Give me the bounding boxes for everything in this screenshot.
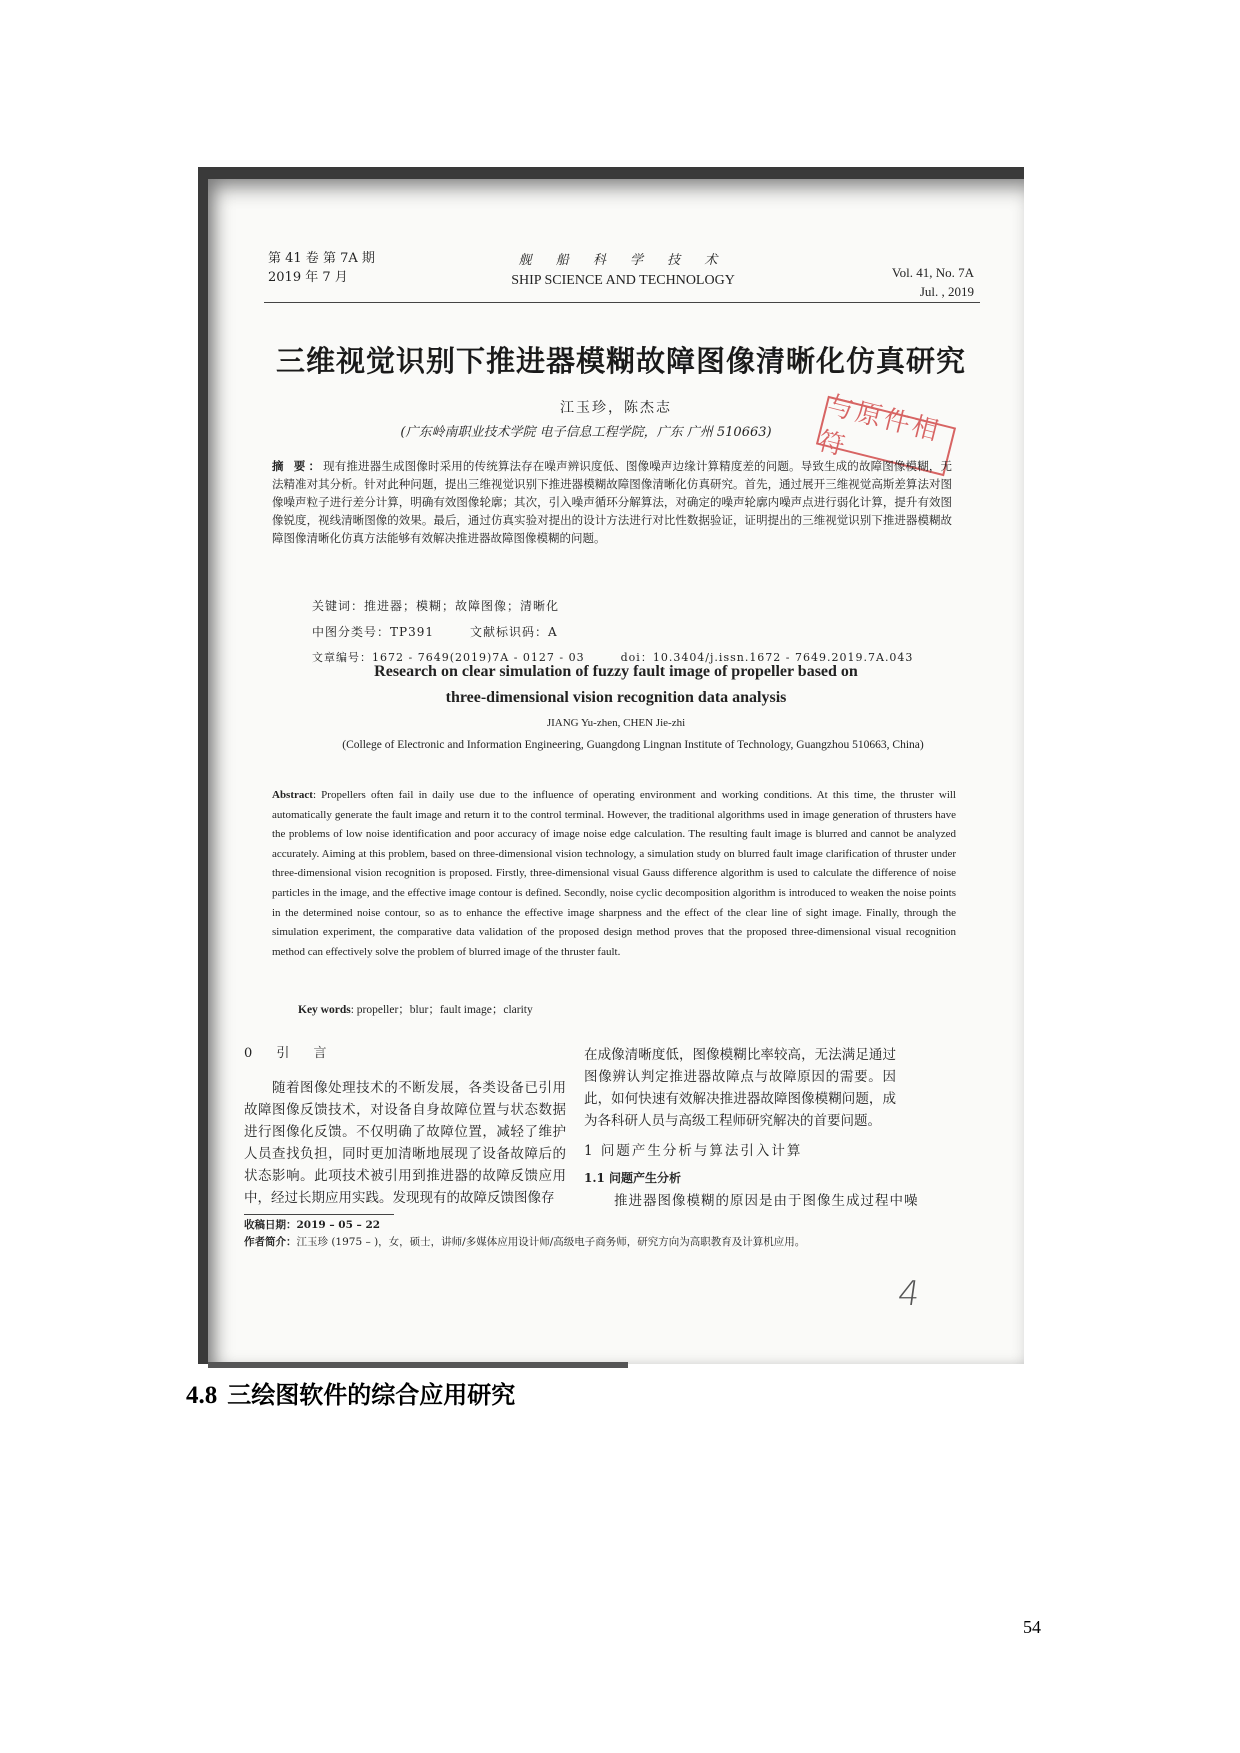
issue-date: 2019 年 7 月 [268,270,348,285]
received-date-text: 收稿日期：2019 – 05 – 22 [244,1219,381,1231]
footnote [244,1217,805,1251]
keywords-label-en: Key words [298,1004,351,1016]
author-bio-text: 江玉珍 (1975 – )，女，硕士，讲师/多媒体应用设计师/高级电子商务师，研究方向为高职教育及计算机应用。 [296,1236,806,1248]
classification-line [312,623,558,641]
handwritten-page-mark: 4 [895,1274,923,1314]
journal-name-cn: 舰 船 科 学 技 术 [518,253,728,268]
journal-name-en: SHIP SCIENCE AND TECHNOLOGY [511,273,735,288]
article-number: 文章编号：1672 - 7649(2019)7A - 0127 - 03 [312,651,585,664]
journal-volume-en [892,263,974,301]
section-1-1-body: 推进器图像模糊的原因是由于图像生成过程中噪 [614,1193,919,1209]
authors-en: JIANG Yu-zhen, CHEN Jie-zhi [546,717,686,729]
section-0-heading: 0 引 言 [244,1046,337,1061]
author-bio-label: 作者简介： [244,1236,297,1248]
title-en-line2: three-dimensional vision recognition data analysis [445,689,787,706]
paper-title-en [268,659,964,711]
issue-volume: 第 41 卷 第 7A 期 [268,251,375,266]
journal-name [458,251,788,291]
volume-en: Vol. 41, No. 7A [891,265,974,280]
scan-edge [208,1362,628,1368]
keywords-text-en: : propeller；blur；fault image；clarity [350,1004,533,1016]
received-date [244,1217,805,1234]
author-bio [244,1234,805,1251]
abstract-label-cn: 摘 要： [272,459,324,473]
date-en: Jul. , 2019 [919,284,974,299]
abstract-label-en: Abstract [272,789,313,801]
right-column-body: 在成像清晰度低，图像模糊比率较高，无法满足通过图像辨认判定推进器故障点与故障原因的需要。因此，如何快速有效解决推进器故障图像模糊问题，成为各科研人员与高级工程师研究解决的首要问题。 [584,1047,896,1129]
doi: doi：10.3404/j.issn.1672 - 7649.2019.7A.043 [620,651,914,664]
certified-copy-stamp: 与原件相符 [816,396,956,476]
page-number: 54 [1023,1617,1041,1637]
clc-number: 中图分类号：TP391 [312,625,434,639]
title-en-line1: Research on clear simulation of fuzzy fault image of propeller based on [374,663,858,680]
scanned-paper-image [198,167,1024,1364]
section-number: 4.8 [186,1382,218,1409]
header-rule [264,302,980,303]
document-code: 文献标识码：A [469,625,558,639]
abstract-text-en: : Propellers often fail in daily use due to the influence of operating environment and working conditions. At this time, the thruster will automatically generate the fault image and return it to the control terminal. However, the traditional algorithms used in image generation of thrusters have the problems of low noise identification and poor accuracy of image noise edge calculation. The resulting fault image is blurred and cannot be analyzed accurately. Aiming at this problem, based on three-dimensional vision technology, a simulation study on blurred fault image clarification of thruster under three-dimensional vision recognition is proposed. Firstly, three-dimensional visual Gauss difference algorithm is used to calculate the difference of noise particles in the image, and the effective image contour is defined. Secondly, noise cyclic decomposition algorithm is introduced to weaken the noise points in the determined noise contour, so as to enhance the effective image sharpness and the effect of the clear line of sight image. Finally, through the simulation experiment, the comparative data validation of the proposed design method proves that the proposed three-dimensional visual recognition method can effectively solve the problem of blurred image of the thruster fault. [272,789,956,958]
keywords-en [298,1001,533,1017]
affiliation-cn: (广东岭南职业技术学院 电子信息工程学院，广东 广州 510663) [400,425,772,440]
section-1-1-heading: 1.1 问题产生分析 [584,1171,682,1185]
section-1-heading: 1 问题产生分析与算法引入计算 [584,1143,803,1159]
section-0-body: 随着图像处理技术的不断发展，各类设备已引用故障图像反馈技术，对设备自身故障位置与状态数据进行图像化反馈。不仅明确了故障位置，减轻了维护人员查找负担，同时更加清晰地展现了设备故障后的状态影响。此项技术被引用到推进器的故障反馈应用中，经过长期应用实践。发现现有的故障反馈图像存 [244,1080,566,1206]
section-title: 三绘图软件的综合应用研究 [227,1381,516,1409]
affiliation-en: (College of Electronic and Information Engineering, Guangdong Lingnan Institute of Technology, Guangzhou 510663, China) [342,739,924,751]
abstract-en [272,786,956,962]
keywords-cn: 关键词：推进器；模糊；故障图像；清晰化 [312,599,560,613]
paper-title-cn: 三维视觉识别下推进器模糊故障图像清晰化仿真研究 [275,344,966,378]
footnote-rule [244,1214,394,1215]
abstract-text-cn: 现有推进器生成图像时采用的传统算法存在噪声辨识度低、图像噪声边缘计算精度差的问题。导致生成的故障图像模糊，无法精准对其分析。针对此种问题，提出三维视觉识别下推进器模糊故障图像清晰化仿真研究。首先，通过展开三维视觉高斯差算法对图像噪声粒子进行差分计算，明确有效图像轮廓；其次，引入噪声循环分解算法，对确定的噪声轮廓内噪声点进行弱化计算，提升有效图像锐度，视线清晰图像的效果。最后，通过仿真实验对提出的设计方法进行对比性数据验证，证明提出的三维视觉识别下推进器模糊故障图像清晰化仿真方法能够有效解决推进器故障图像模糊的问题。 [272,459,952,545]
journal-issue [268,249,375,287]
section-heading [186,1375,515,1410]
authors-cn: 江玉珍，陈杰志 [560,400,672,416]
abstract-cn [272,457,952,547]
